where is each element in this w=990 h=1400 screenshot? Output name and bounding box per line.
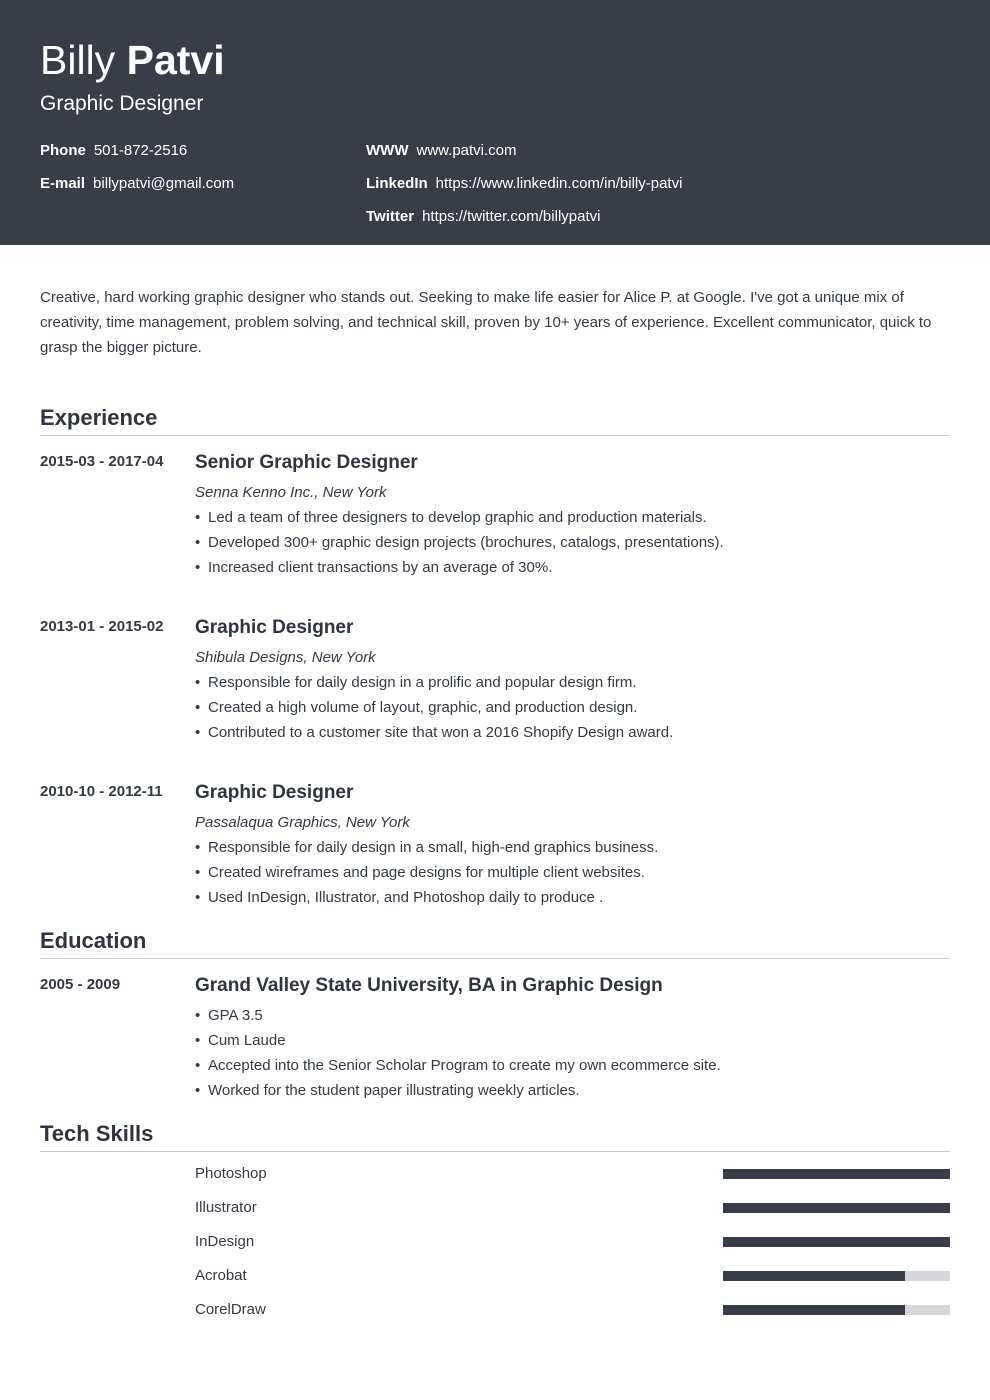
- bullet-item: • Worked for the student paper illustrating weekly articles.: [195, 1078, 950, 1103]
- entry-dates: 2013-01 - 2015-02: [40, 618, 164, 635]
- contact-label: WWW: [366, 142, 409, 159]
- job-title: Graphic Designer: [40, 92, 204, 115]
- skill-level-fill: [723, 1305, 905, 1315]
- bullet-item: • Used InDesign, Illustrator, and Photoshop daily to produce .: [195, 885, 950, 910]
- entry-dates: 2010-10 - 2012-11: [40, 783, 163, 800]
- skill-row: [195, 1231, 950, 1253]
- website-link[interactable]: www.patvi.com: [416, 142, 517, 159]
- phone-value: 501-872-2516: [93, 142, 188, 159]
- contact-label: Twitter: [366, 208, 415, 225]
- entry-degree: Grand Valley State University, BA in Graphic Design: [195, 975, 663, 996]
- skill-row: [195, 1163, 950, 1185]
- entry-bullets: [195, 670, 950, 745]
- entry-bullets: [195, 835, 950, 910]
- skill-level-bar: [723, 1237, 950, 1247]
- entry-role: Graphic Designer: [195, 617, 354, 638]
- skills-heading: Tech Skills: [40, 1120, 950, 1152]
- contact-linkedin: [366, 174, 682, 194]
- linkedin-link[interactable]: https://www.linkedin.com/in/billy-patvi: [435, 175, 683, 192]
- first-name: Billy: [40, 37, 116, 83]
- twitter-link[interactable]: https://twitter.com/billypatvi: [422, 208, 601, 225]
- bullet-item: • Increased client transactions by an average of 30%.: [195, 555, 950, 580]
- entry-dates: 2015-03 - 2017-04: [40, 453, 164, 470]
- contact-label: Phone: [40, 142, 86, 159]
- skill-level-fill: [723, 1169, 950, 1179]
- education-heading: Education: [40, 927, 950, 959]
- bullet-item: • Created wireframes and page designs for multiple client websites.: [195, 860, 950, 885]
- skill-row: [195, 1265, 950, 1287]
- entry-bullets: [195, 505, 950, 580]
- skill-level-bar: [723, 1271, 950, 1281]
- contact-email: [40, 174, 234, 194]
- contact-www: [366, 141, 517, 161]
- bullet-item: • Led a team of three designers to develop graphic and production materials.: [195, 505, 950, 530]
- skill-level-fill: [723, 1237, 950, 1247]
- entry-dates: 2005 - 2009: [40, 976, 121, 993]
- entry-company: Shibula Designs, New York: [195, 649, 376, 666]
- entry-role: Senior Graphic Designer: [195, 452, 418, 473]
- entry-role: Graphic Designer: [195, 782, 354, 803]
- contact-twitter: [366, 207, 600, 227]
- skill-level-bar: [723, 1169, 950, 1179]
- skill-name: Photoshop: [195, 1165, 267, 1182]
- bullet-item: • GPA 3.5: [195, 1003, 950, 1028]
- skill-name: InDesign: [195, 1233, 255, 1250]
- skill-level-bar: [723, 1305, 950, 1315]
- skill-row: [195, 1197, 950, 1219]
- bullet-item: • Responsible for daily design in a small, high-end graphics business.: [195, 835, 950, 860]
- skill-level-bar: [723, 1203, 950, 1213]
- last-name: Patvi: [126, 37, 225, 83]
- bullet-item: • Developed 300+ graphic design projects (brochures, catalogs, presentations).: [195, 530, 950, 555]
- entry-company: Passalaqua Graphics, New York: [195, 814, 410, 831]
- resume-header: [0, 0, 990, 245]
- contact-label: E-mail: [40, 175, 86, 192]
- skill-row: [195, 1299, 950, 1321]
- contact-phone: [40, 141, 187, 161]
- bullet-item: • Cum Laude: [195, 1028, 950, 1053]
- profile-summary: Creative, hard working graphic designer who stands out. Seeking to make life easier for Alice P. at Google. I've got a unique mix of creativity, time management, problem solving, and technical skill, proven by 10+ years of experience. Excellent communicator, quick to grasp the bigger picture.: [40, 289, 932, 356]
- bullet-item: • Contributed to a customer site that won a 2016 Shopify Design award.: [195, 720, 950, 745]
- contact-label: LinkedIn: [366, 175, 428, 192]
- bullet-item: • Created a high volume of layout, graphic, and production design.: [195, 695, 950, 720]
- skill-name: Illustrator: [195, 1199, 257, 1216]
- skill-level-fill: [723, 1271, 905, 1281]
- entry-bullets: [195, 1003, 950, 1103]
- bullet-item: • Accepted into the Senior Scholar Program to create my own ecommerce site.: [195, 1053, 950, 1078]
- entry-company: Senna Kenno Inc., New York: [195, 484, 387, 501]
- skill-name: Acrobat: [195, 1267, 247, 1284]
- skill-name: CorelDraw: [195, 1301, 266, 1318]
- candidate-name: [40, 34, 225, 86]
- skill-level-fill: [723, 1203, 950, 1213]
- bullet-item: • Responsible for daily design in a prolific and popular design firm.: [195, 670, 950, 695]
- experience-heading: Experience: [40, 404, 950, 436]
- email-link[interactable]: billypatvi@gmail.com: [93, 175, 235, 192]
